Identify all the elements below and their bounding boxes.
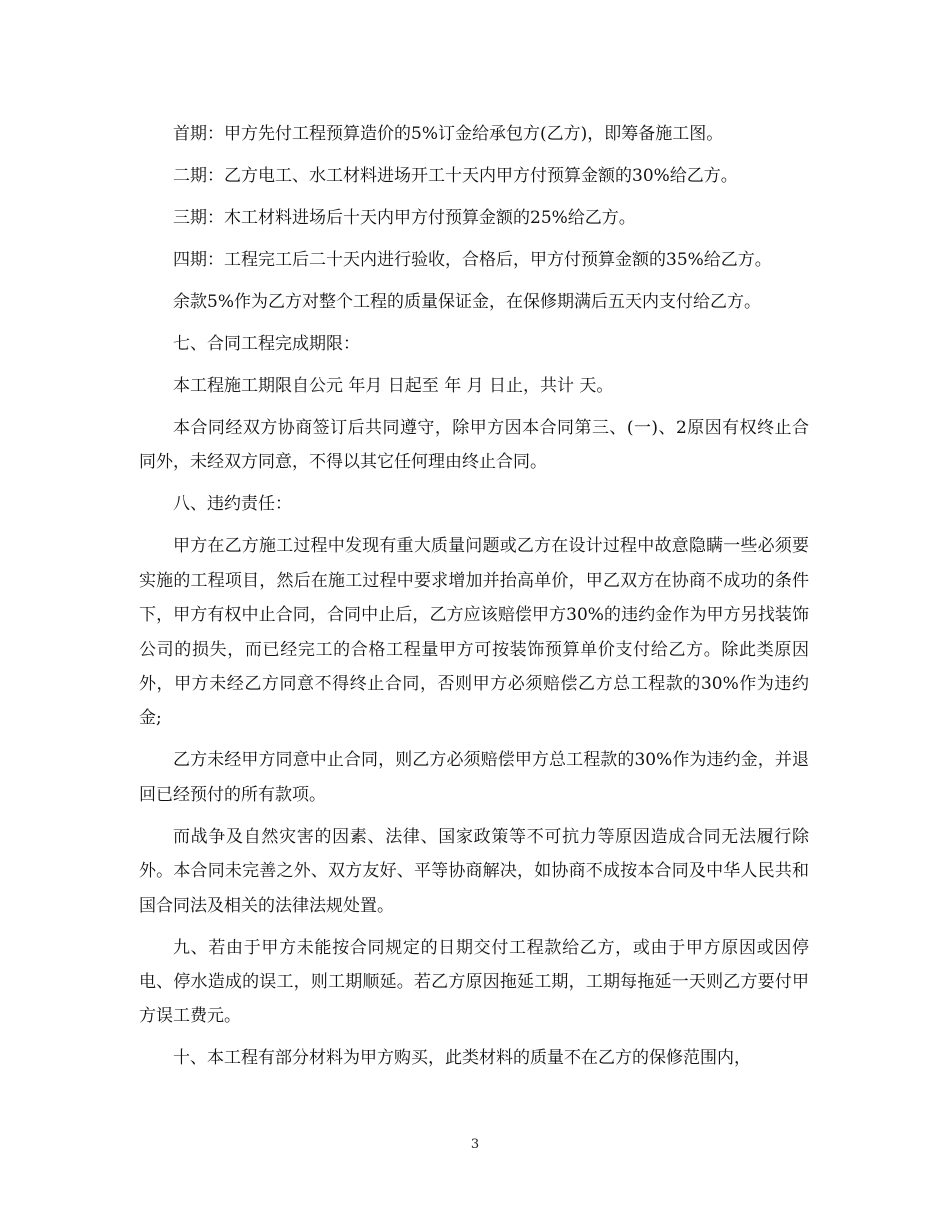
paragraph-party-a-breach: 甲方在乙方施工过程中发现有重大质量问题或乙方在设计过程中故意隐瞒一些必须要实施的工程项目，然后在施工过程中要求增加并抬高单价，甲乙双方在协商不成功的条件下，甲方有权中止合同，合同中止后，乙方应该赔偿甲方30%的违约金作为甲方另找装饰公司的损失，而已经完工的合格工程量甲方可按装饰预算单价支付给乙方。除此类原因外，甲方未经乙方同意不得终止合同，否则甲方必须赔偿乙方总工程款的30%作为违约金; <box>139 536 809 729</box>
paragraph-materials: 十、本工程有部分材料为甲方购买，此类材料的质量不在乙方的保修范围内， <box>173 1048 751 1069</box>
paragraph-party-b-breach: 乙方未经甲方同意中止合同，则乙方必须赔偿甲方总工程款的30%作为违约金，并退回已经预付的所有款项。 <box>139 750 809 805</box>
paragraph-retention: 余款5%作为乙方对整个工程的质量保证金，在保修期满后五天内支付给乙方。 <box>173 292 761 312</box>
paragraph-construction-period: 本工程施工期限自公元 年月 日起至 年 月 日止，共计 天。 <box>173 376 614 396</box>
section-heading-breach: 八、违约责任： <box>173 494 292 515</box>
paragraph-payment-first: 首期：甲方先付工程预算造价的5%订金给承包方(乙方)，即筹备施工图。 <box>173 124 724 144</box>
paragraph-payment-fourth: 四期：工程完工后二十天内进行验收，合格后，甲方付预算金额的35%给乙方。 <box>173 250 772 270</box>
paragraph-delay: 九、若由于甲方未能按合同规定的日期交付工程款给乙方，或由于甲方原因或因停电、停水造成的误工，则工期顺延。若乙方原因拖延工期，工期每拖延一天则乙方要付甲方误工费元。 <box>139 937 809 1027</box>
paragraph-payment-second: 二期：乙方电工、水工材料进场开工十天内甲方付预算金额的30%给乙方。 <box>173 166 738 186</box>
paragraph-force-majeure: 而战争及自然灾害的因素、法律、国家政策等不可抗力等原因造成合同无法履行除外。本合同未完善之外、双方友好、平等协商解决，如协商不成按本合同及中华人民共和国合同法及相关的法律法规处置。 <box>139 826 809 916</box>
paragraph-payment-third: 三期：木工材料进场后十天内甲方付预算金额的25%给乙方。 <box>173 208 636 228</box>
paragraph-termination: 本合同经双方协商签订后共同遵守，除甲方因本合同第三、(一)、2原因有权终止合同外，未经双方同意，不得以其它任何理由终止合同。 <box>139 418 809 473</box>
page-number: 3 <box>470 1137 480 1152</box>
section-heading-completion: 七、合同工程完成期限： <box>173 334 360 354</box>
document-body <box>139 117 809 1083</box>
